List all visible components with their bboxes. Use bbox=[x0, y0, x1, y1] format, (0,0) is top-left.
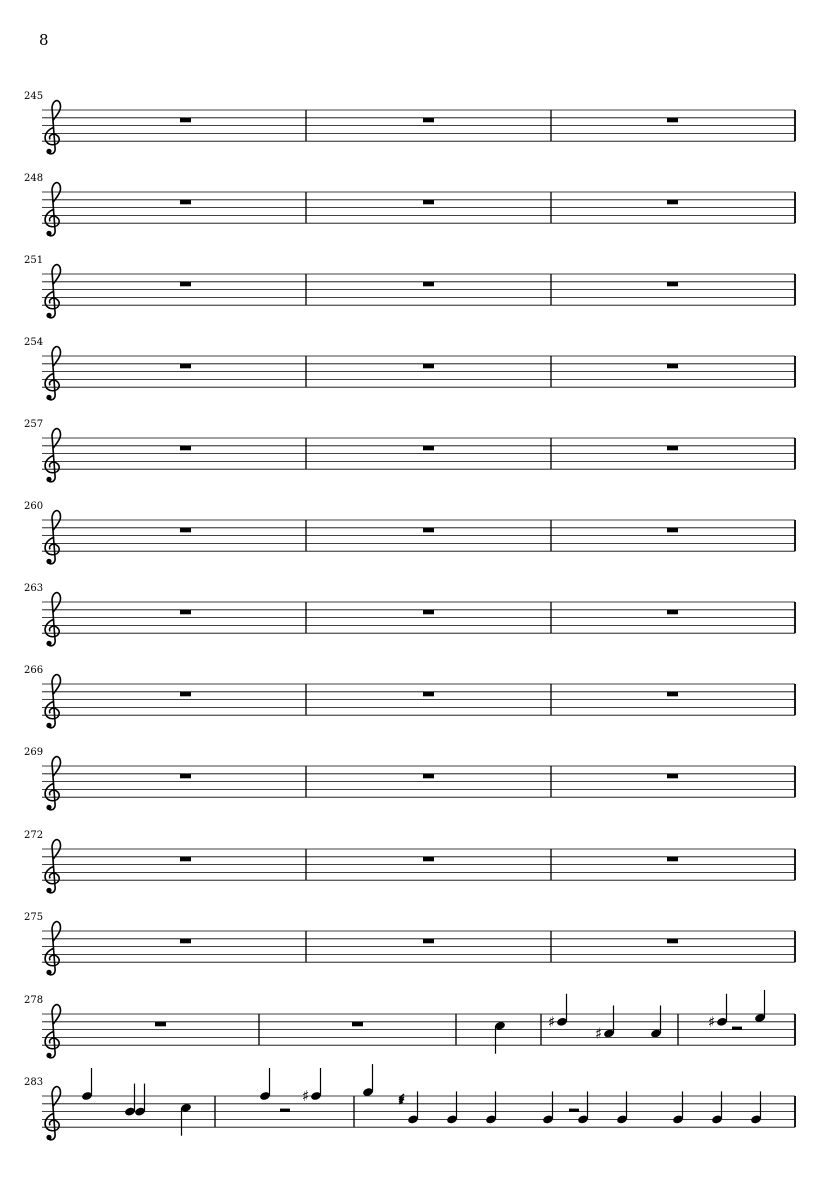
treble-clef-icon bbox=[45, 511, 60, 564]
whole-rest bbox=[667, 118, 678, 123]
treble-clef-icon bbox=[45, 840, 60, 893]
staff-system bbox=[24, 419, 795, 482]
whole-rest bbox=[667, 528, 678, 533]
treble-clef-icon bbox=[45, 1005, 60, 1058]
staff-system bbox=[24, 747, 795, 810]
measure-number: 269 bbox=[24, 747, 44, 758]
whole-rest bbox=[667, 200, 678, 205]
whole-rest bbox=[667, 282, 678, 287]
measure-number: 248 bbox=[24, 173, 44, 184]
whole-rest bbox=[667, 610, 678, 615]
half-rest bbox=[569, 1109, 579, 1112]
measure-number: 245 bbox=[24, 91, 44, 102]
treble-clef-icon bbox=[45, 265, 60, 318]
treble-clef-icon bbox=[45, 347, 60, 400]
measure-number: 260 bbox=[24, 501, 44, 512]
whole-rest bbox=[155, 1022, 166, 1027]
measure-number: 272 bbox=[24, 830, 44, 841]
staff-system bbox=[24, 501, 795, 564]
treble-clef-icon bbox=[45, 593, 60, 646]
whole-rest bbox=[180, 939, 191, 944]
staff-system bbox=[24, 830, 795, 893]
staff-system bbox=[24, 255, 795, 318]
measure-number: 283 bbox=[24, 1077, 44, 1088]
whole-rest bbox=[180, 282, 191, 287]
measure-number: 257 bbox=[24, 419, 44, 430]
whole-rest bbox=[423, 692, 434, 697]
measure-number: 263 bbox=[24, 583, 44, 594]
staff-system bbox=[24, 912, 795, 975]
whole-rest bbox=[667, 774, 678, 779]
whole-rest bbox=[180, 364, 191, 369]
staff-system bbox=[24, 583, 795, 646]
half-rest bbox=[732, 1027, 742, 1030]
measure-number: 251 bbox=[24, 255, 44, 266]
whole-rest bbox=[180, 774, 191, 779]
measure-number: 254 bbox=[24, 337, 44, 348]
whole-rest bbox=[423, 364, 434, 369]
whole-rest bbox=[423, 118, 434, 123]
whole-rest bbox=[352, 1022, 363, 1027]
whole-rest bbox=[180, 118, 191, 123]
staff-system bbox=[24, 1064, 795, 1140]
whole-rest bbox=[667, 857, 678, 862]
treble-clef-icon bbox=[45, 183, 60, 236]
staff-system bbox=[24, 990, 795, 1058]
whole-rest bbox=[180, 528, 191, 533]
treble-clef-icon bbox=[45, 922, 60, 975]
measure-number: 275 bbox=[24, 912, 44, 923]
whole-rest bbox=[423, 774, 434, 779]
rest-icon bbox=[399, 1094, 404, 1104]
whole-rest bbox=[667, 446, 678, 451]
whole-rest bbox=[667, 364, 678, 369]
whole-rest bbox=[667, 939, 678, 944]
whole-rest bbox=[423, 610, 434, 615]
whole-rest bbox=[180, 610, 191, 615]
whole-rest bbox=[423, 939, 434, 944]
half-rest bbox=[280, 1109, 290, 1112]
whole-rest bbox=[423, 282, 434, 287]
whole-rest bbox=[180, 857, 191, 862]
page-number: 8 bbox=[39, 31, 49, 49]
whole-rest bbox=[180, 200, 191, 205]
treble-clef-icon bbox=[45, 101, 60, 154]
whole-rest bbox=[180, 446, 191, 451]
measure-number: 266 bbox=[24, 665, 44, 676]
measure-number: 278 bbox=[24, 995, 44, 1006]
whole-rest bbox=[423, 528, 434, 533]
sharp-accidental: ♯ bbox=[548, 1012, 556, 1031]
treble-clef-icon bbox=[45, 1087, 60, 1140]
treble-clef-icon bbox=[45, 675, 60, 728]
whole-rest bbox=[667, 692, 678, 697]
staff-system bbox=[24, 91, 795, 154]
treble-clef-icon bbox=[45, 757, 60, 810]
whole-rest bbox=[423, 446, 434, 451]
sharp-accidental: ♯ bbox=[708, 1012, 716, 1031]
sharp-accidental: ♯ bbox=[302, 1087, 310, 1105]
whole-rest bbox=[423, 200, 434, 205]
staff-system bbox=[24, 665, 795, 728]
whole-rest bbox=[423, 857, 434, 862]
whole-rest bbox=[180, 692, 191, 697]
staff-system bbox=[24, 337, 795, 400]
sharp-accidental: ♯ bbox=[595, 1024, 603, 1043]
staff-system bbox=[24, 173, 795, 236]
treble-clef-icon bbox=[45, 429, 60, 482]
